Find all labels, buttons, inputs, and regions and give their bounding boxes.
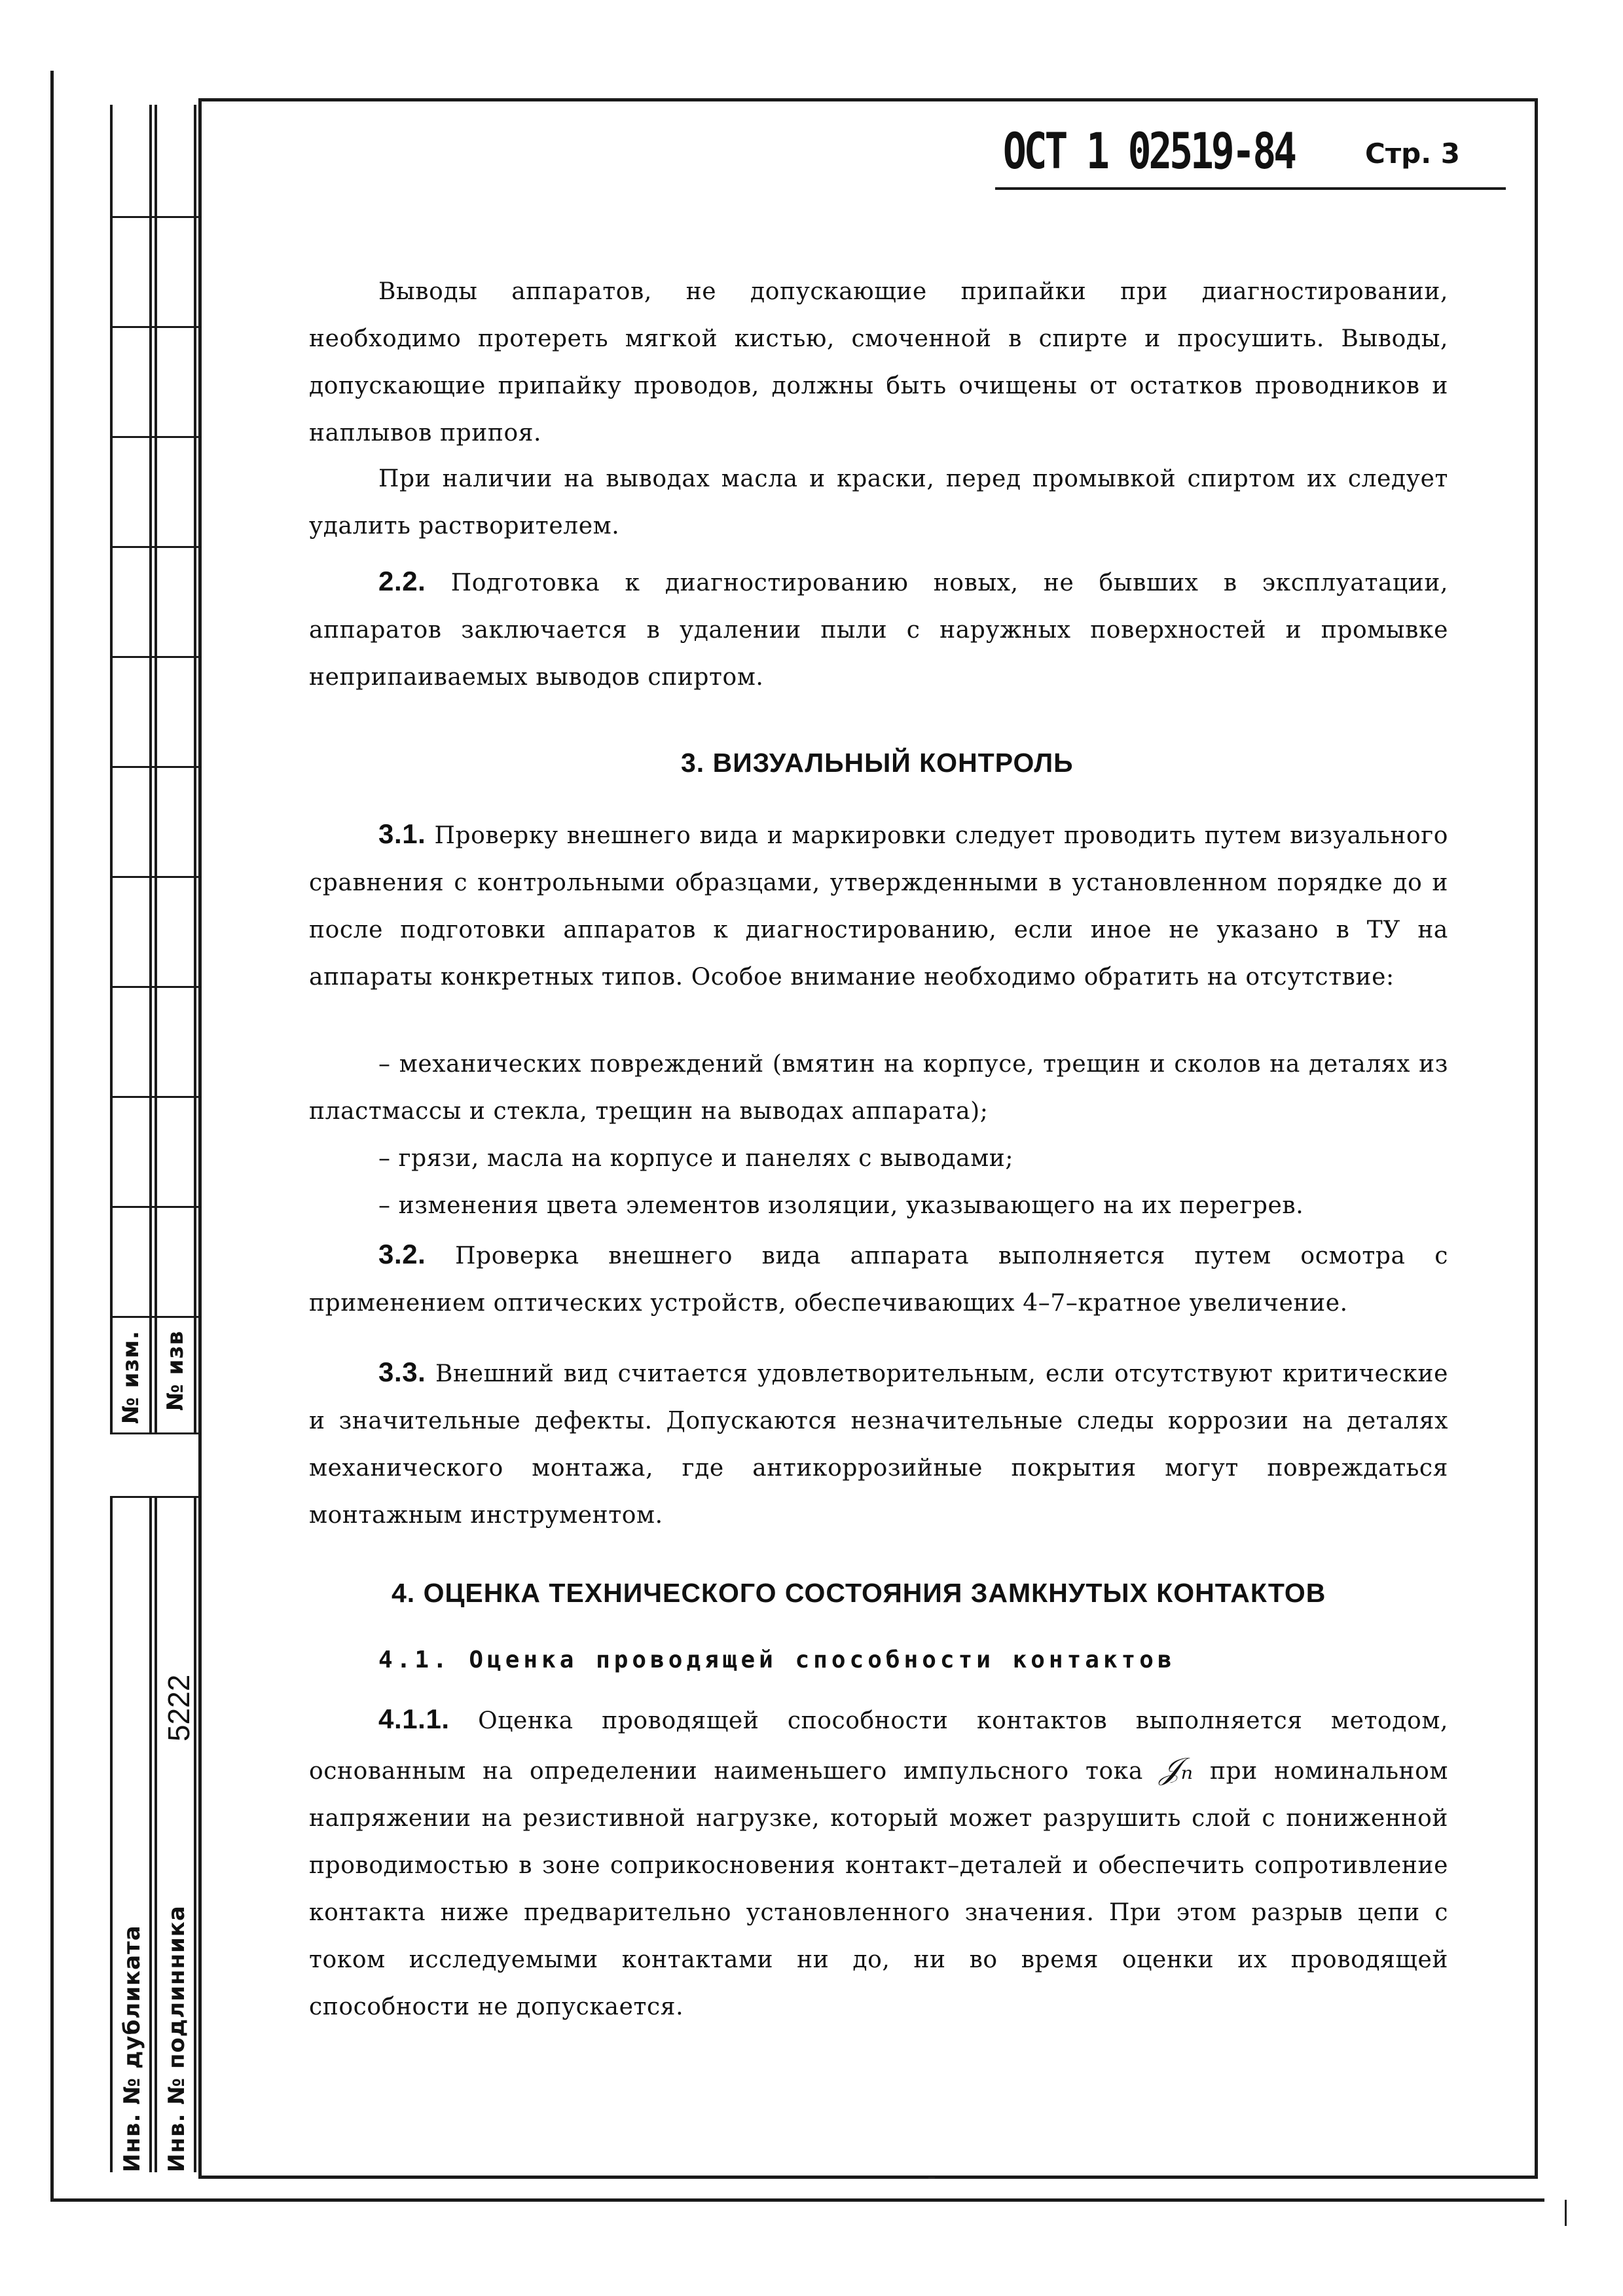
paragraph-3-3-text: Внешний вид считается удовлетворительным, если отсутствуют критические и значительные дефекты. Допускаются незначительные следы коррозии на деталях механического монтажа, где антикоррозийные покрытия могут повреждаться монтажным инструментом.: [309, 1360, 1449, 1529]
list-item-color-change: – изменения цвета элементов изоляции, указывающего на их перегрев.: [378, 1192, 1304, 1219]
scan-mark: [1565, 2200, 1567, 2226]
original-inv-value: 5222: [162, 1674, 196, 1741]
original-inv-label: Инв. № подлинника: [164, 1905, 190, 2172]
page-header: [995, 117, 1506, 190]
clause-number: 3.1.: [378, 818, 426, 849]
subsection-4-1-title: 4.1. Оценка проводящей способности контактов: [378, 1647, 1176, 1673]
paragraph-3-2-text: Проверка внешнего вида аппарата выполняется путем осмотра с применением оптических устройств, обеспечивающих 4–7–кратное увеличение.: [309, 1243, 1448, 1317]
paragraph-3-1: [309, 811, 1448, 1001]
scan-mark: [928, 2177, 935, 2179]
stamp-rule: [110, 1316, 199, 1318]
paragraph-3-2: [309, 1231, 1448, 1327]
paragraph-4-1-1-text-b: при номинальном напряжении на резистивной нагрузке, который может разрушить слой с пониженной проводимостью в зоне соприкосновения контакт–деталей и обеспечить сопротивление контакта ниже предварительно установленного значения. При этом разрыв цепи с током исследуемыми контактами ни до, ни во время оценки их проводящей способности не допускается.: [309, 1758, 1448, 2020]
stamp-rule: [110, 1206, 199, 1208]
list-item-damage: – механических повреждений (вмятин на корпусе, трещин и сколов на деталях из пластмассы и стекла, трещин на выводах аппарата);: [309, 1051, 1448, 1125]
paragraph-2-2-text: Подготовка к диагностированию новых, не бывших в эксплуатации, аппаратов заключается в удалении пыли с наружных поверхностей и промывке неприпаиваемых выводов спиртом.: [309, 570, 1449, 691]
stamp-rule: [110, 986, 199, 988]
stamp-rule: [110, 766, 199, 768]
stamp-rule: [110, 546, 199, 548]
paragraph-4-1-1: [309, 1696, 1448, 2031]
paragraph-leads-cleaning: Выводы аппаратов, не допускающие припайки при диагностировании, необходимо протереть мягкой кистью, смоченной в спирте и просушить. Выводы, допускающие припайку проводов, должны быть очищены от остатков проводников и наплывов припоя.: [309, 278, 1448, 446]
current-symbol: 𝒥ₙ: [1159, 1751, 1194, 1786]
stamp-column-1: [110, 105, 152, 1434]
stamp-rule: [110, 436, 199, 438]
changes-no-label: № изм.: [118, 1330, 144, 1424]
section-4-title: 4. ОЦЕНКА ТЕХНИЧЕСКОГО СОСТОЯНИЯ ЗАМКНУТЫХ КОНТАКТОВ: [392, 1578, 1326, 1608]
duplicate-inv-label: Инв. № дубликата: [119, 1925, 145, 2172]
clause-number: 2.2.: [378, 566, 426, 596]
document-code: ОСТ 1 02519-84: [1003, 122, 1295, 180]
stamp-column-2: [155, 105, 196, 1434]
clause-number: 3.2.: [378, 1239, 426, 1269]
stamp-rule: [110, 1096, 199, 1098]
stamp-rule: [110, 1496, 199, 1498]
list-item-dirt: – грязи, масла на корпусе и панелях с выводами;: [378, 1145, 1014, 1172]
paragraph-4-1-1-text-a: Оценка проводящей способности контактов выполняется методом, основанным на определении наименьшего импульсного тока: [309, 1707, 1448, 1785]
stamp-rule: [110, 1432, 199, 1434]
stamp-rule: [110, 656, 199, 658]
stamp-rule: [110, 326, 199, 328]
paragraph-oil-paint: При наличии на выводах масла и краски, перед промывкой спиртом их следует удалить растворителем.: [309, 465, 1448, 539]
clause-number: 4.1.1.: [378, 1704, 450, 1734]
paragraph-3-1-text: Проверку внешнего вида и маркировки следует проводить путем визуального сравнения с контрольными образцами, утвержденными в установленном порядке до и после подготовки аппаратов к диагностированию, если иное не указано в ТУ на аппараты конкретных типов. Особое внимание необходимо обратить на отсутствие:: [309, 822, 1448, 991]
stamp-rule: [110, 216, 199, 218]
paragraph-3-3: [309, 1349, 1448, 1539]
stamp-rule: [110, 876, 199, 878]
notice-no-label: № изв: [162, 1330, 189, 1411]
section-3-title: 3. ВИЗУАЛЬНЫЙ КОНТРОЛЬ: [681, 748, 1074, 778]
page-number: Стр. 3: [1365, 137, 1461, 170]
paragraph-2-2: [309, 558, 1448, 701]
clause-number: 3.3.: [378, 1357, 426, 1387]
